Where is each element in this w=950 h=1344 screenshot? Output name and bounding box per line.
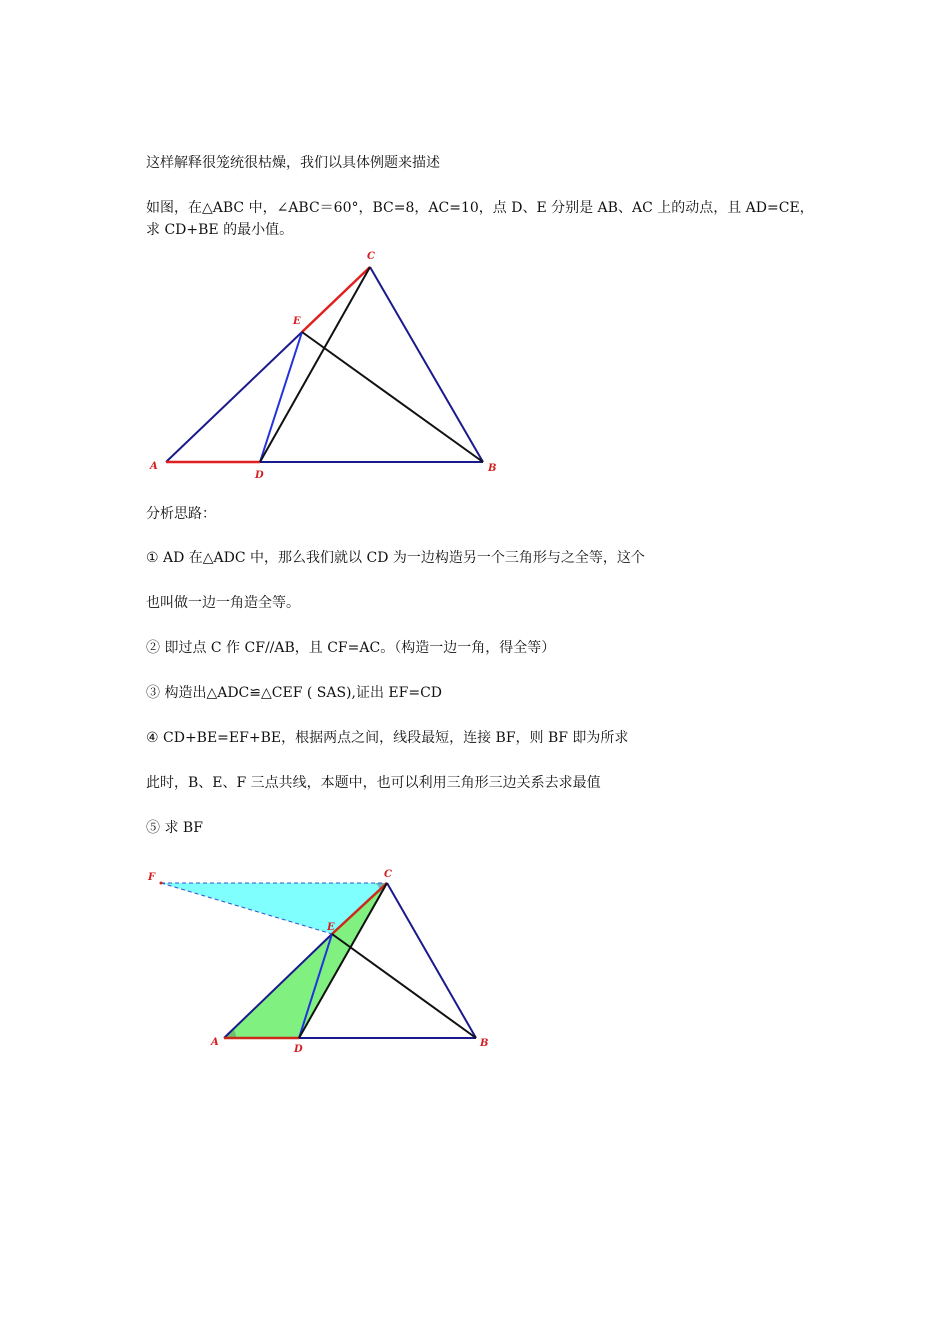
figure-2 bbox=[147, 869, 488, 1055]
step-1: ① AD 在△ADC 中，那么我们就以 CD 为一边构造另一个三角形与之全等，这个 bbox=[146, 550, 645, 566]
label-d-2: D bbox=[294, 1044, 303, 1055]
analysis-title: 分析思路： bbox=[146, 506, 216, 522]
label-f: F bbox=[148, 872, 156, 883]
step-1-continued: 也叫做一边一角造全等。 bbox=[146, 595, 300, 611]
step-3: ③ 构造出△ADC≌△CEF ( SAS),证出 EF=CD bbox=[146, 685, 443, 701]
segment-bc-2 bbox=[387, 883, 476, 1038]
problem-line-2: 求 CD+BE 的最小值。 bbox=[146, 222, 294, 238]
label-a-2: A bbox=[211, 1037, 219, 1048]
figure-1 bbox=[149, 251, 496, 481]
point-f bbox=[160, 882, 163, 885]
label-a: A bbox=[150, 461, 158, 472]
step-4: ④ CD+BE=EF+BE，根据两点之间，线段最短，连接 BF，则 BF 即为所求 bbox=[146, 730, 629, 746]
intro-text: 这样解释很笼统很枯燥，我们以具体例题来描述 bbox=[146, 155, 440, 171]
segment-ec bbox=[302, 267, 370, 332]
segment-cd bbox=[260, 267, 370, 462]
label-c-2: C bbox=[384, 869, 392, 880]
segment-be bbox=[302, 332, 483, 462]
label-e: E bbox=[293, 316, 301, 327]
step-5: ⑤ 求 BF bbox=[146, 820, 203, 836]
label-b-2: B bbox=[480, 1038, 489, 1049]
collinear-note: 此时，B、E、F 三点共线，本题中，也可以利用三角形三边关系去求最值 bbox=[146, 775, 601, 791]
label-c: C bbox=[367, 251, 375, 262]
segment-bc bbox=[370, 267, 483, 462]
step-2: ② 即过点 C 作 CF//AB，且 CF=AC。（构造一边一角，得全等） bbox=[146, 640, 556, 656]
problem-line-1: 如图，在△ABC 中，∠ABC＝60°，BC=8，AC=10，点 D、E 分别是 AB、AC 上的动点，且 AD=CE， bbox=[146, 200, 814, 216]
segment-be-2 bbox=[332, 934, 476, 1038]
label-b: B bbox=[488, 463, 497, 474]
label-e-2: E bbox=[327, 922, 335, 933]
label-d: D bbox=[255, 470, 264, 481]
